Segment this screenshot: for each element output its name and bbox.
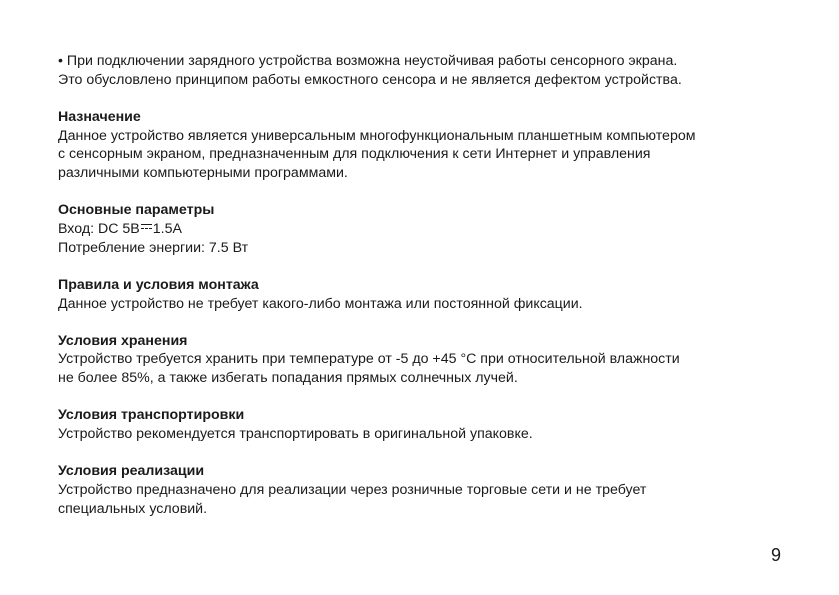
power-spec-line: Потребление энергии: 7.5 Вт xyxy=(58,239,249,256)
input-spec-line xyxy=(58,220,788,239)
body-line: с сенсорным экраном, предназначенным для подключения к сети Интернет и управления xyxy=(58,146,651,163)
body-line: Устройство предназначено для реализации через розничные торговые сети и не требует xyxy=(58,481,647,498)
section-transport xyxy=(58,406,788,443)
section-storage xyxy=(58,332,788,388)
section-mounting xyxy=(58,276,788,313)
section-heading: Назначение xyxy=(58,108,141,125)
body-line: Данное устройство не требует какого-либо монтажа или постоянной фиксации. xyxy=(58,295,583,312)
section-body xyxy=(58,425,788,444)
page-number: 9 xyxy=(770,545,781,565)
body-line: специальных условий. xyxy=(58,500,208,517)
intro-line: • При подключении зарядного устройства возможна неустойчивая работы сенсорного экрана. xyxy=(58,53,678,69)
body-line: Данное устройство является универсальным многофункциональным планшетным компьютером xyxy=(58,127,696,144)
section-heading: Условия реализации xyxy=(58,463,205,480)
section-heading: Правила и условия монтажа xyxy=(58,276,259,293)
section-body xyxy=(58,295,788,314)
section-body xyxy=(58,481,788,518)
input-spec-suffix: 1.5А xyxy=(152,220,182,237)
intro-line: Это обусловлено принципом работы емкостного сенсора и не является дефектом устройства. xyxy=(58,71,682,88)
input-spec-prefix: Вход: DC 5В xyxy=(58,220,140,237)
manual-page xyxy=(58,52,788,518)
body-line: Устройство требуется хранить при температуре от -5 до +45 °С при относительной влажности xyxy=(58,351,680,368)
section-parameters xyxy=(58,201,788,257)
section-body xyxy=(58,127,788,183)
body-line: различными компьютерными программами. xyxy=(58,165,348,182)
section-heading: Основные параметры xyxy=(58,202,215,219)
section-body xyxy=(58,350,788,387)
body-line: Устройство рекомендуется транспортировать в оригинальной упаковке. xyxy=(58,426,533,443)
section-sales xyxy=(58,462,788,518)
section-heading: Условия хранения xyxy=(58,332,188,349)
section-heading: Условия транспортировки xyxy=(58,407,245,424)
body-line: не более 85%, а также избегать попадания прямых солнечных лучей. xyxy=(58,370,518,387)
section-body xyxy=(58,220,788,257)
dc-symbol-icon xyxy=(141,223,152,231)
section-purpose xyxy=(58,108,788,183)
intro-note xyxy=(58,52,788,89)
